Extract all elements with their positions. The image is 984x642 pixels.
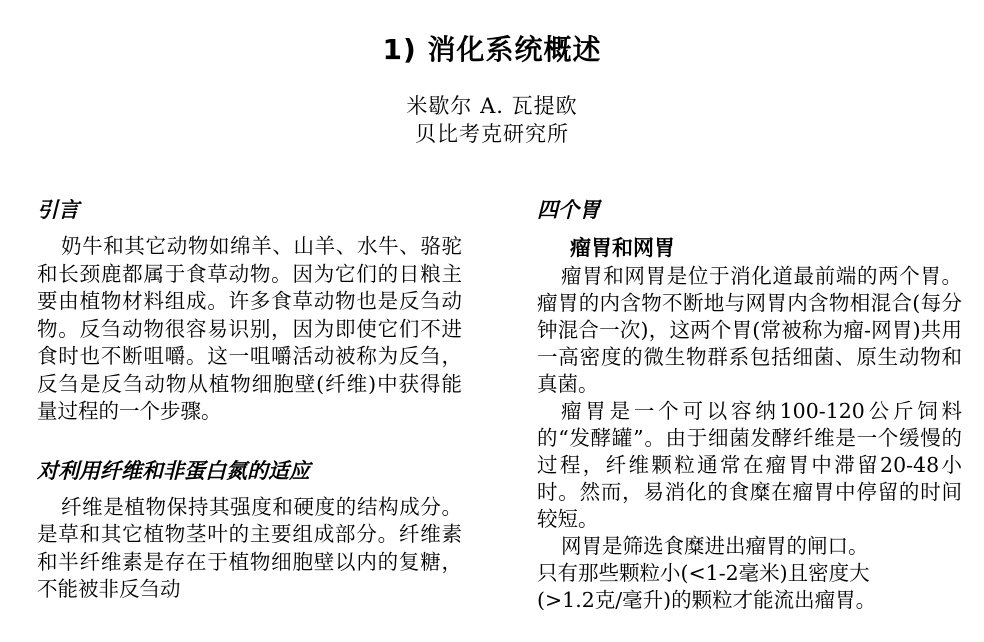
author-affiliation: 贝比考克研究所 (415, 122, 569, 146)
section-heading-four-stomachs: 四个胃 (537, 197, 600, 222)
subsection-heading-rumen-reticulum: 瘤胃和网胃 (570, 235, 675, 260)
section-heading-introduction: 引言 (37, 197, 79, 222)
section-gap (37, 426, 462, 456)
reticulum-paragraph-line-3: (>1.2克/毫升)的颗粒才能流出瘤胃。 (537, 588, 877, 612)
introduction-paragraph: 奶牛和其它动物如绵羊、山羊、水牛、骆驼和长颈鹿都属于食草动物。因为它们的日粮主要由植物材料组成。许多食草动物也是反刍动物。反刍动物很容易识别，因为即使它们不进食时也不断咀嚼。这一咀嚼活动被称为反刍，反刍是反刍动物从植物细胞壁(纤维)中获得能量过程的一个步骤。 (37, 234, 462, 423)
rumen-reticulum-paragraph-2: 瘤胃是一个可以容纳100-120公斤饲料的“发酵罐”。由于细菌发酵纤维是一个缓慢的过程，纤维颗粒通常在瘤胃中滞留20-48小时。然而，易消化的食糜在瘤胃中停留的时间较短。 (537, 399, 962, 531)
left-column (37, 195, 462, 604)
reticulum-paragraph-line-2: 只有那些颗粒小(<1-2毫米)且密度大 (537, 561, 870, 585)
rumen-reticulum-paragraph-1: 瘤胃和网胃是位于消化道最前端的两个胃。瘤胃的内含物不断地与网胃内含物相混合(每分钟混合一次)，这两个胃(常被称为瘤-网胃)共用一高密度的微生物群系包括细菌、原生动物和真菌。 (537, 264, 962, 396)
fiber-adaptation-paragraph: 纤维是植物保持其强度和硬度的结构成分。是草和其它植物茎叶的主要组成部分。纤维素和半纤维素是存在于植物细胞壁以内的复糖，不能被非反刍动 (37, 494, 462, 601)
author-name: 米歇尔 A. 瓦提欧 (406, 94, 578, 118)
section-heading-fiber-adaptation: 对利用纤维和非蛋白氮的适应 (37, 457, 310, 483)
reticulum-paragraph-line-1: 网胃是筛选食糜进出瘤胃的闸口。 (561, 534, 869, 558)
page-title: 1) 消化系统概述 (382, 33, 602, 66)
right-column (537, 195, 962, 614)
